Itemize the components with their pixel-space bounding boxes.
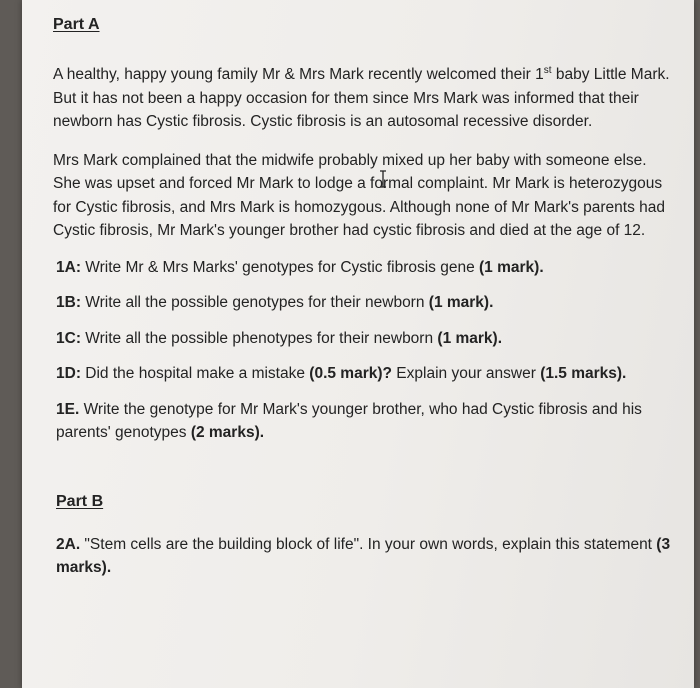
question-1c-marks: (1 mark). — [437, 329, 503, 347]
scenario-text-end: baby Little Mark. But it has not been a happy occasion for them since Mrs Mark was informed that their newborn has Cystic fibrosis. Cystic fibrosis is an autosomal recessive disorder. — [53, 66, 670, 130]
question-1e-text: Write the genotype for Mr Mark's younger brother, who had Cystic fibrosis and his parents' genotypes — [56, 400, 642, 441]
question-1d — [56, 362, 673, 386]
question-1d-marks-a: (0.5 mark)? — [309, 365, 392, 382]
question-1b-text: Write all the possible genotypes for their newborn — [80, 294, 429, 311]
question-1c-label: 1C: — [56, 329, 81, 347]
question-1a-marks: (1 mark). — [479, 258, 544, 276]
question-1e — [56, 398, 673, 445]
complaint-paragraph: Mrs Mark complained that the midwife probably mixed up her baby with someone else. She was upset and forced Mr Mark to lodge a formal complaint. Mr Mark is heterozygous for Cystic fibrosis, and Mrs Mark is homozygous. Although none of Mr Mark's parents had Cystic fibrosis, Mr Mark's younger brother had cystic fibrosis and died at the age of 12. — [53, 151, 666, 239]
question-1b-marks: (1 mark). — [428, 294, 494, 311]
question-1d-label: 1D: — [56, 365, 81, 382]
question-1a-label: 1A: — [56, 258, 81, 276]
question-1d-text-2: Explain your answer — [392, 365, 541, 382]
question-1a-text: Write Mr & Mrs Marks' genotypes for Cystic fibrosis gene — [80, 258, 480, 276]
scenario-paragraph — [53, 63, 673, 134]
question-2a — [56, 533, 673, 580]
question-1c — [56, 327, 673, 351]
document-page — [22, 0, 694, 688]
question-2a-marks: (3 marks). — [56, 535, 671, 576]
document-content — [53, 14, 673, 580]
question-1a — [56, 256, 673, 280]
part-a-heading: Part A — [53, 16, 100, 33]
scenario-text-start: A healthy, happy young family Mr & Mrs Mark recently welcomed their 1 — [53, 66, 544, 83]
question-1d-text: Did the hospital make a mistake — [80, 365, 310, 382]
question-2a-label: 2A. — [56, 535, 81, 553]
question-1e-marks: (2 marks). — [190, 424, 265, 441]
question-1b-label: 1B: — [56, 294, 81, 311]
question-2a-text: "Stem cells are the building block of life". In your own words, explain this statement — [80, 535, 657, 553]
question-1e-label: 1E. — [56, 400, 80, 418]
ordinal-suffix: st — [543, 64, 552, 76]
text-cursor-icon — [378, 170, 388, 188]
question-1c-text: Write all the possible phenotypes for their newborn — [80, 329, 438, 347]
question-1b — [56, 291, 673, 315]
question-1d-marks-b: (1.5 marks). — [540, 365, 627, 382]
part-b-heading: Part B — [56, 492, 104, 510]
